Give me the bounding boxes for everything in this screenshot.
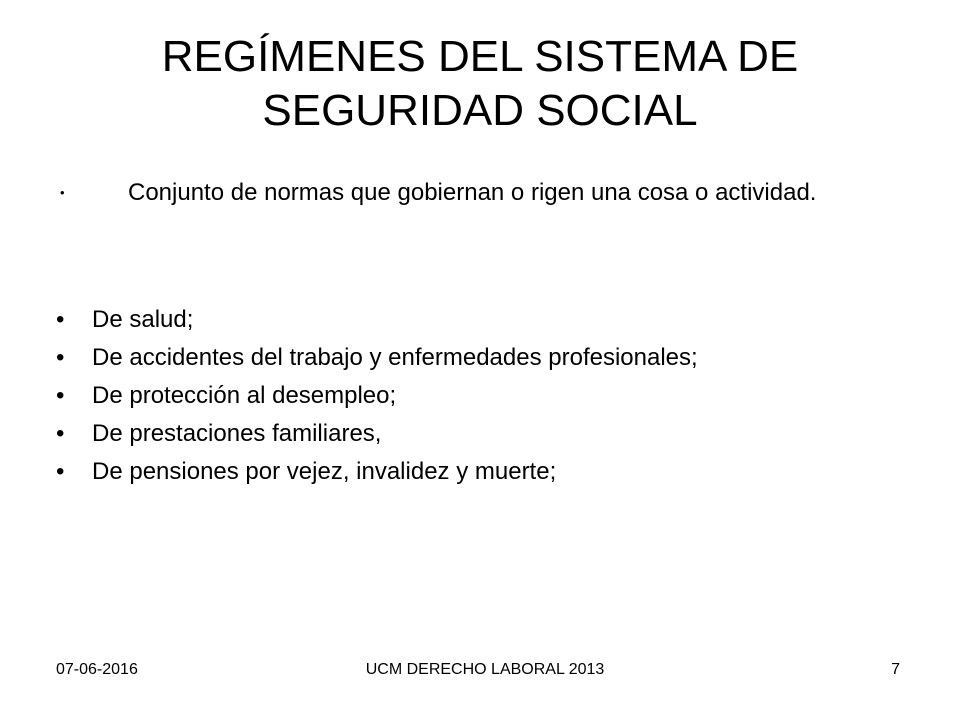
footer-course: UCM DERECHO LABORAL 2013 <box>365 661 605 678</box>
list-item <box>56 382 936 420</box>
regimes-list <box>56 306 936 496</box>
page-number: 7 <box>891 661 900 678</box>
bullet-icon: • <box>56 420 65 447</box>
slide-title-line-2: SEGURIDAD SOCIAL <box>262 86 698 135</box>
list-item <box>56 344 936 382</box>
bullet-icon: • <box>56 344 65 371</box>
definition-paragraph <box>60 176 900 209</box>
bullet-icon: • <box>60 185 65 200</box>
footer-date: 07-06-2016 <box>56 661 138 678</box>
slide-title <box>48 30 912 138</box>
list-item-text: De pensiones por vejez, invalidez y muerte; <box>92 458 557 485</box>
bullet-icon: • <box>56 306 65 333</box>
list-item-text: De accidentes del trabajo y enfermedades profesionales; <box>92 344 698 371</box>
bullet-icon: • <box>56 458 65 485</box>
list-item-text: De salud; <box>92 306 194 333</box>
list-item <box>56 306 936 344</box>
list-item <box>56 420 936 458</box>
definition-text: Conjunto de normas que gobiernan o rigen una cosa o actividad. <box>128 179 817 206</box>
bullet-icon: • <box>56 382 65 409</box>
list-item <box>56 458 936 496</box>
list-item-text: De prestaciones familiares, <box>92 420 382 447</box>
list-item-text: De protección al desempleo; <box>92 382 397 409</box>
slide-title-line-1: REGÍMENES DEL SISTEMA DE <box>161 32 799 81</box>
